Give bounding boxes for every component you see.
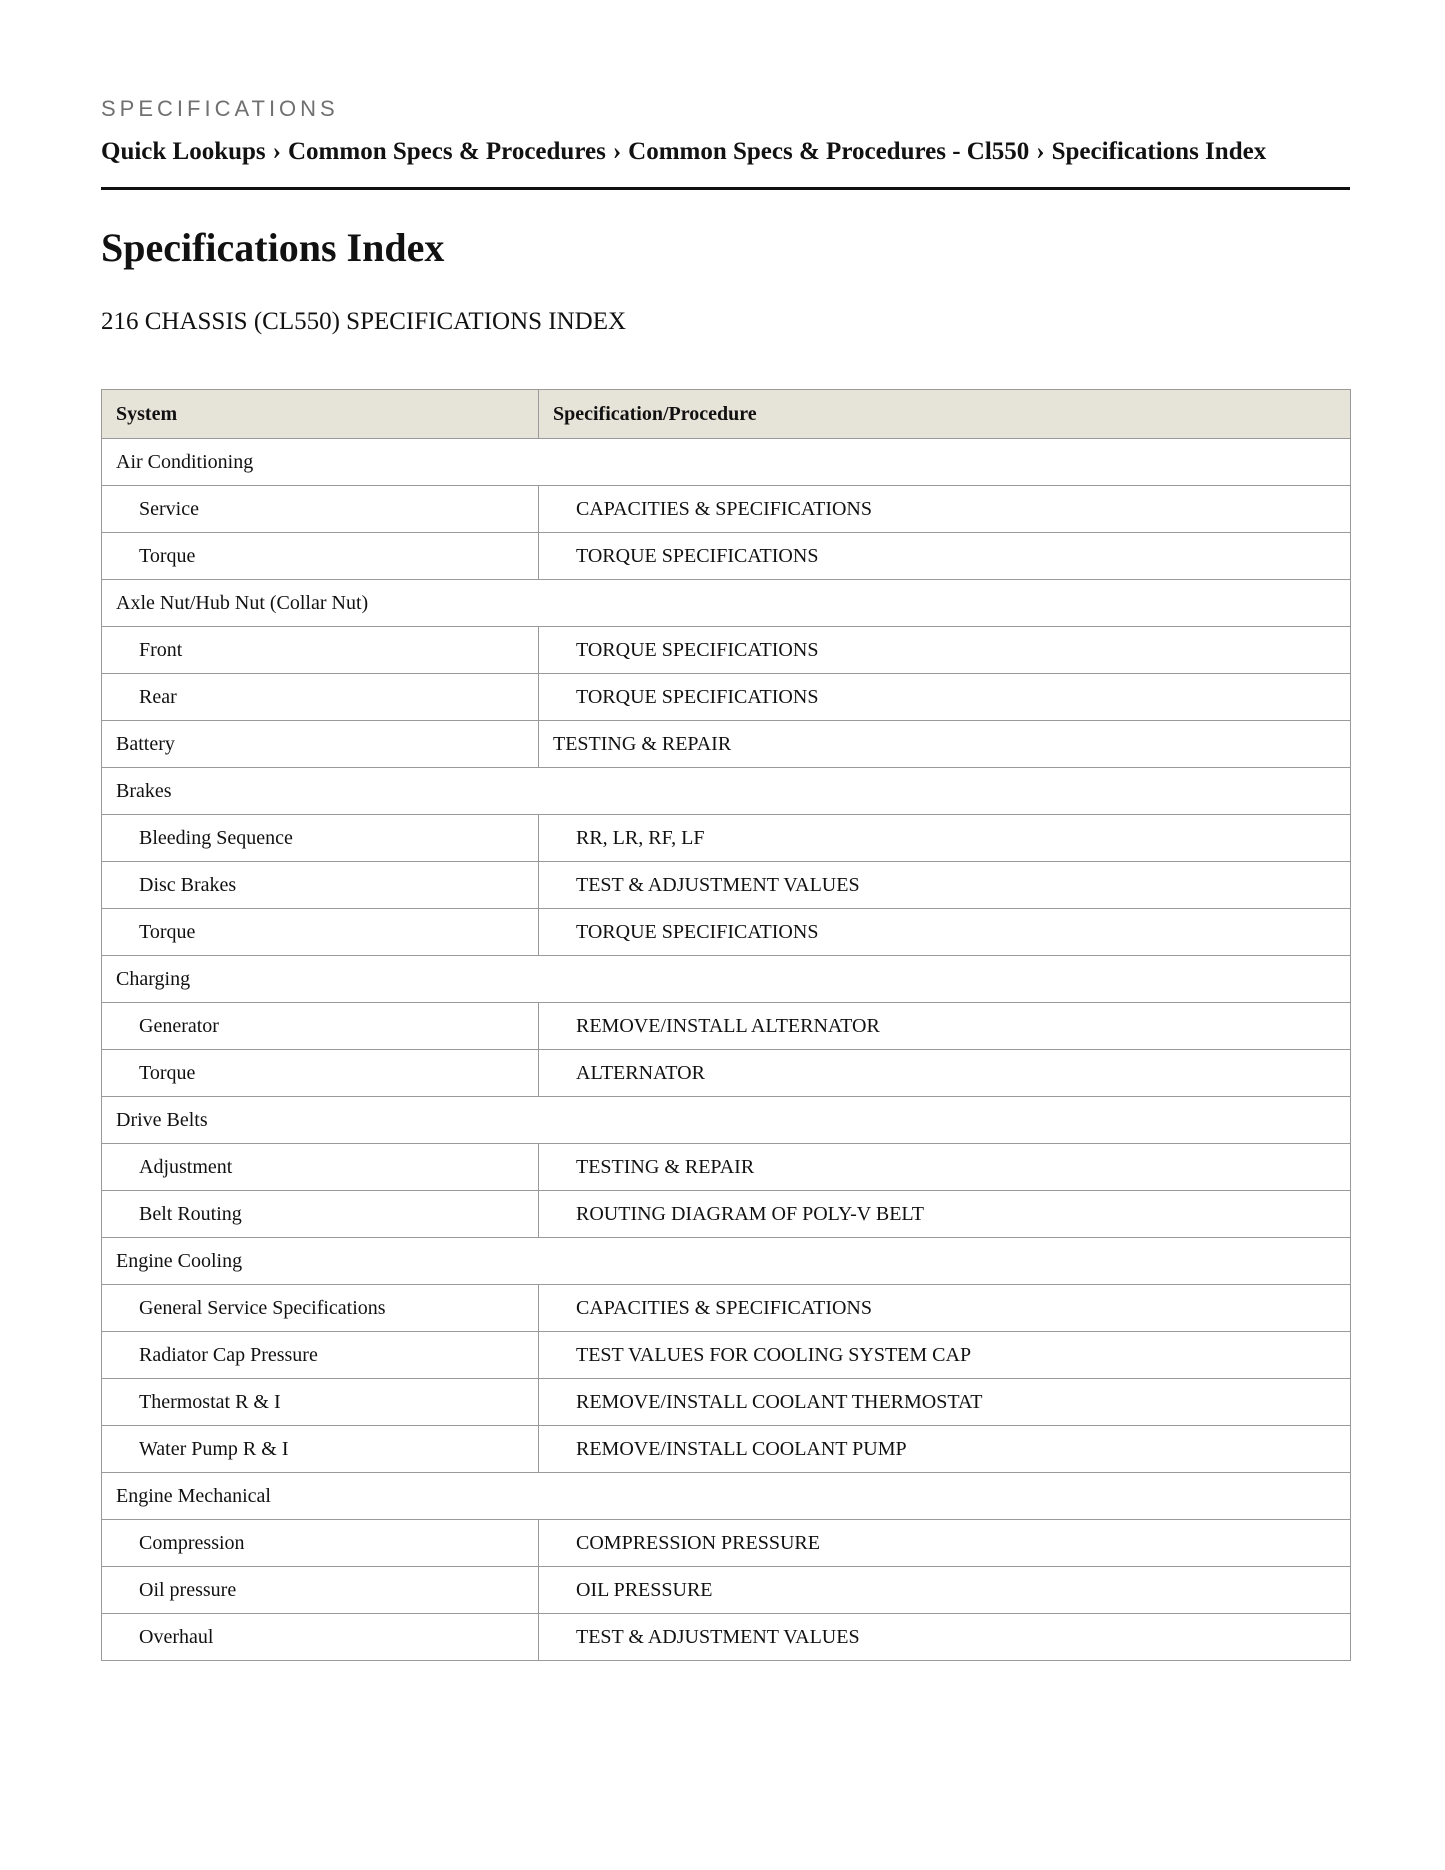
column-header-specification: Specification/Procedure	[539, 390, 1351, 439]
system-cell: Bleeding Sequence	[102, 815, 539, 862]
system-cell: Compression	[102, 1520, 539, 1567]
system-group-cell: Engine Cooling	[102, 1238, 1351, 1285]
specification-link[interactable]: TEST VALUES FOR COOLING SYSTEM CAP	[539, 1332, 1351, 1379]
system-group-cell: Engine Mechanical	[102, 1473, 1351, 1520]
specifications-table	[101, 389, 1351, 1661]
table-group-row	[102, 1238, 1351, 1285]
section-label: SPECIFICATIONS	[101, 96, 339, 121]
system-cell: Overhaul	[102, 1614, 539, 1661]
specification-link[interactable]: COMPRESSION PRESSURE	[539, 1520, 1351, 1567]
table-header-row	[102, 390, 1351, 439]
page-title: Specifications Index	[101, 225, 445, 270]
table-row	[102, 1191, 1351, 1238]
table-group-row	[102, 956, 1351, 1003]
table-group-row	[102, 439, 1351, 486]
specification-link[interactable]: TESTING & REPAIR	[539, 1144, 1351, 1191]
system-cell: Torque	[102, 1050, 539, 1097]
table-group-row	[102, 580, 1351, 627]
system-cell: Radiator Cap Pressure	[102, 1332, 539, 1379]
breadcrumb-quick-lookups[interactable]: Quick Lookups	[101, 138, 266, 165]
breadcrumb-common-specs[interactable]: Common Specs & Procedures	[288, 138, 606, 165]
breadcrumb-common-specs-cl550[interactable]: Common Specs & Procedures - Cl550	[628, 138, 1030, 165]
table-group-row	[102, 1097, 1351, 1144]
specification-link[interactable]: OIL PRESSURE	[539, 1567, 1351, 1614]
table-row	[102, 721, 1351, 768]
system-cell: Thermostat R & I	[102, 1379, 539, 1426]
table-group-row	[102, 768, 1351, 815]
system-cell: Front	[102, 627, 539, 674]
specification-link[interactable]: TEST & ADJUSTMENT VALUES	[539, 1614, 1351, 1661]
system-group-cell: Brakes	[102, 768, 1351, 815]
specification-link[interactable]: REMOVE/INSTALL COOLANT PUMP	[539, 1426, 1351, 1473]
specification-link[interactable]: TORQUE SPECIFICATIONS	[539, 674, 1351, 721]
system-group-cell: Charging	[102, 956, 1351, 1003]
page-subtitle: 216 CHASSIS (CL550) SPECIFICATIONS INDEX	[101, 308, 627, 335]
system-cell: Torque	[102, 533, 539, 580]
system-cell: Adjustment	[102, 1144, 539, 1191]
system-cell: Rear	[102, 674, 539, 721]
breadcrumb-specifications-index[interactable]: Specifications Index	[1051, 138, 1267, 165]
breadcrumb	[101, 138, 1266, 166]
table-row	[102, 533, 1351, 580]
table-row	[102, 1144, 1351, 1191]
table-row	[102, 627, 1351, 674]
table-row	[102, 1426, 1351, 1473]
specification-link[interactable]: REMOVE/INSTALL COOLANT THERMOSTAT	[539, 1379, 1351, 1426]
specification-link[interactable]: TESTING & REPAIR	[539, 721, 1351, 768]
table-row	[102, 1567, 1351, 1614]
system-cell: Disc Brakes	[102, 862, 539, 909]
table-body	[102, 439, 1351, 1661]
specification-link[interactable]: TORQUE SPECIFICATIONS	[539, 533, 1351, 580]
system-cell: Torque	[102, 909, 539, 956]
specification-link[interactable]: RR, LR, RF, LF	[539, 815, 1351, 862]
specification-link[interactable]: CAPACITIES & SPECIFICATIONS	[539, 1285, 1351, 1332]
system-cell: Water Pump R & I	[102, 1426, 539, 1473]
specification-link[interactable]: TORQUE SPECIFICATIONS	[539, 627, 1351, 674]
system-cell: Generator	[102, 1003, 539, 1050]
table-row	[102, 1285, 1351, 1332]
table-row	[102, 862, 1351, 909]
system-group-cell: Air Conditioning	[102, 439, 1351, 486]
header-divider	[101, 187, 1350, 190]
table-row	[102, 486, 1351, 533]
table-row	[102, 674, 1351, 721]
breadcrumb-separator: ›	[1036, 138, 1045, 165]
table-row	[102, 1379, 1351, 1426]
breadcrumb-separator: ›	[272, 138, 281, 165]
specification-link[interactable]: TEST & ADJUSTMENT VALUES	[539, 862, 1351, 909]
specification-link[interactable]: TORQUE SPECIFICATIONS	[539, 909, 1351, 956]
specification-link[interactable]: CAPACITIES & SPECIFICATIONS	[539, 486, 1351, 533]
table-row	[102, 1614, 1351, 1661]
column-header-system: System	[102, 390, 539, 439]
table-row	[102, 1003, 1351, 1050]
table-row	[102, 815, 1351, 862]
specification-link[interactable]: REMOVE/INSTALL ALTERNATOR	[539, 1003, 1351, 1050]
system-cell: General Service Specifications	[102, 1285, 539, 1332]
table-row	[102, 1520, 1351, 1567]
system-group-cell: Axle Nut/Hub Nut (Collar Nut)	[102, 580, 1351, 627]
system-cell: Service	[102, 486, 539, 533]
system-cell: Battery	[102, 721, 539, 768]
breadcrumb-separator: ›	[612, 138, 622, 165]
specification-link[interactable]: ALTERNATOR	[539, 1050, 1351, 1097]
system-group-cell: Drive Belts	[102, 1097, 1351, 1144]
table-row	[102, 1050, 1351, 1097]
specification-link[interactable]: ROUTING DIAGRAM OF POLY-V BELT	[539, 1191, 1351, 1238]
table-row	[102, 1332, 1351, 1379]
table-group-row	[102, 1473, 1351, 1520]
system-cell: Belt Routing	[102, 1191, 539, 1238]
table-row	[102, 909, 1351, 956]
system-cell: Oil pressure	[102, 1567, 539, 1614]
